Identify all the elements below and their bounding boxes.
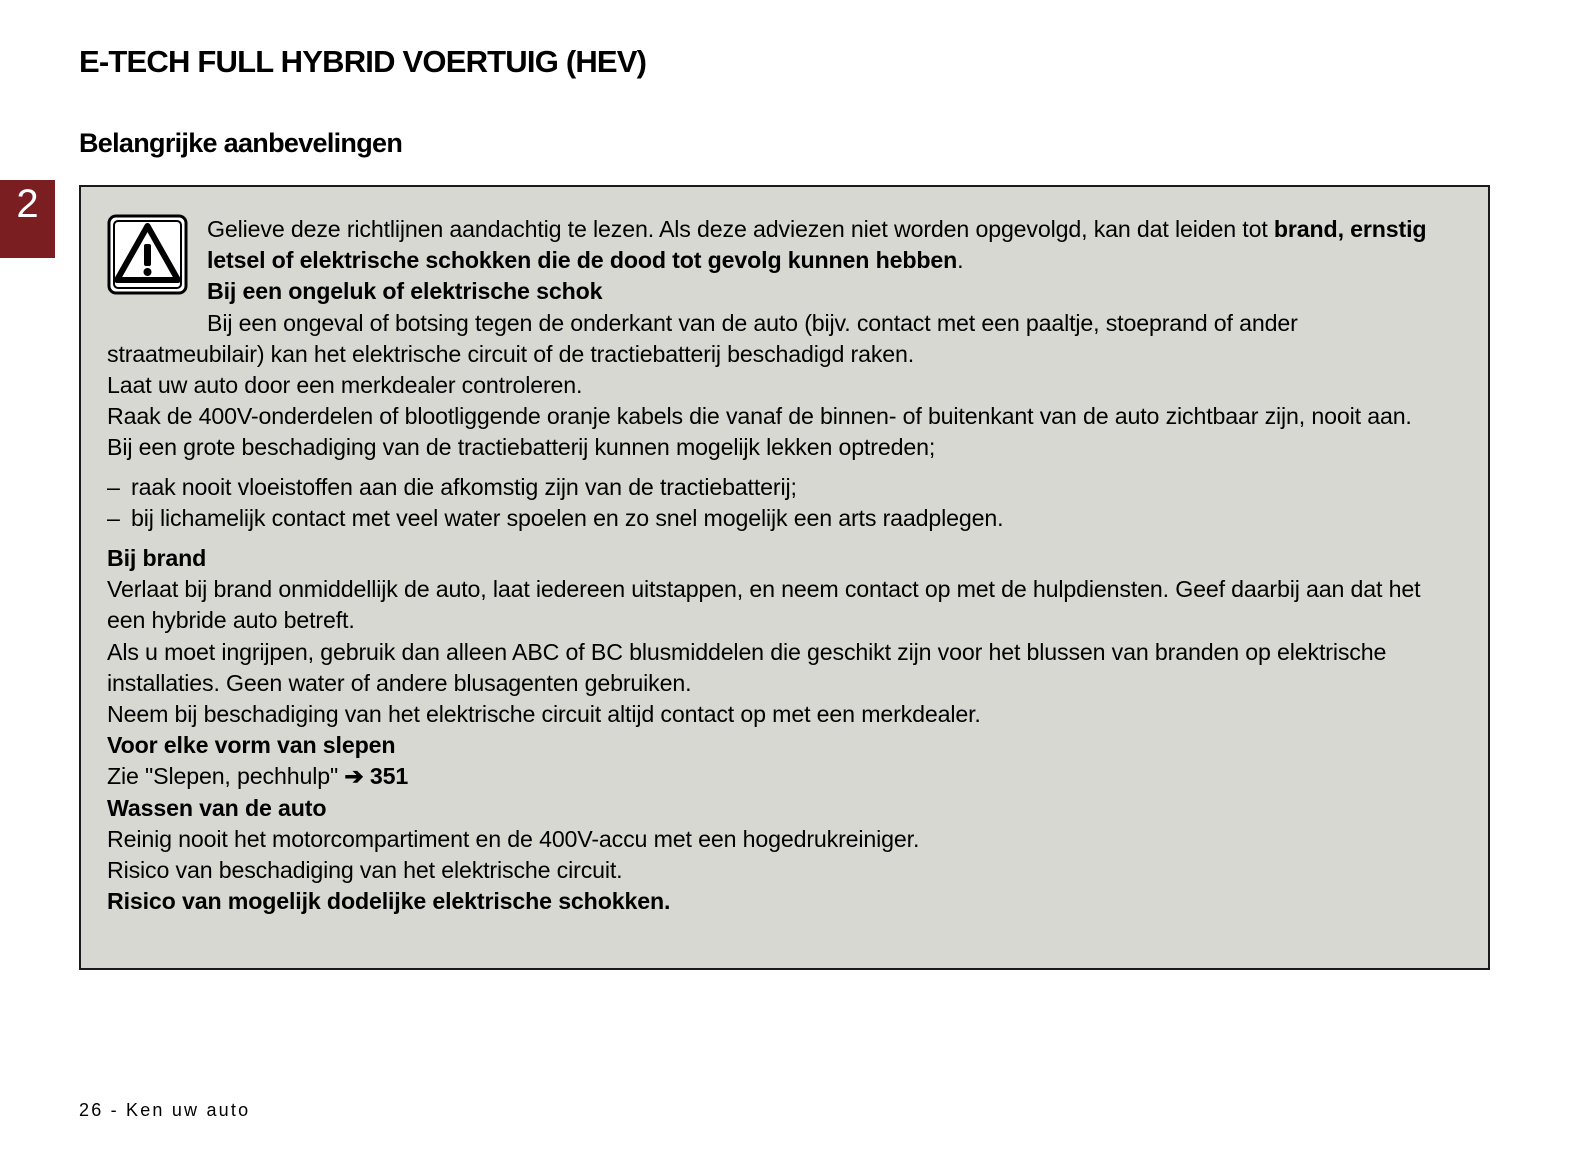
washing-heading: Wassen van de auto (107, 794, 327, 821)
accident-paragraph-4: Bij een grote beschadiging van de tractiebatterij kunnen mogelijk lekken optreden; (107, 434, 936, 461)
page-reference-link[interactable]: 351 (369, 763, 409, 790)
towing-heading: Voor elke vorm van slepen (107, 732, 396, 759)
intro-text: Gelieve deze richtlijnen aandachtig te lezen. Als deze adviezen niet worden opgevolgd, kan dat leiden tot brand, ernstig letsel of elektrische schokken die de dood tot gevolg kunnen hebben. (207, 216, 1427, 274)
accident-paragraph-2: Laat uw auto door een merkdealer controleren. (107, 372, 583, 399)
washing-paragraph-1: Reinig nooit het motorcompartiment en de 400V-accu met een hogedrukreiniger. (107, 825, 920, 852)
arrow-right-icon: ➔ (344, 763, 364, 790)
towing-reference: Zie "Slepen, pechhulp" ➔ 351 (107, 763, 409, 790)
chapter-tab: 2 (0, 180, 55, 258)
fire-heading: Bij brand (107, 545, 207, 572)
washing-paragraph-2: Risico van beschadiging van het elektrische circuit. (107, 857, 623, 884)
accident-bullet-list (107, 472, 1458, 534)
section-title: Belangrijke aanbevelingen (79, 128, 403, 158)
list-item: – raak nooit vloeistoffen aan die afkomstig zijn van de tractiebatterij; (107, 472, 1458, 503)
accident-paragraph-1: Bij een ongeval of botsing tegen de onderkant van de auto (bijv. contact met een paaltje, stoeprand of ander straatmeubilair) kan het elektrische circuit of de tractiebatterij beschadigd raken. (107, 309, 1298, 367)
page-title: E-TECH FULL HYBRID VOERTUIG (HEV) (79, 44, 647, 79)
warning-triangle-icon (107, 214, 188, 295)
warning-box (79, 185, 1490, 970)
fire-paragraph-1: Verlaat bij brand onmiddellijk de auto, laat iedereen uitstappen, en neem contact op met de hulpdiensten. Geef daarbij aan dat het een hybride auto betreft. (107, 576, 1421, 634)
accident-paragraph-3: Raak de 400V-onderdelen of blootliggende oranje kabels die vanaf de binnen- of buitenkant van de auto zichtbaar zijn, nooit aan. (107, 403, 1412, 430)
fire-paragraph-3: Neem bij beschadiging van het elektrische circuit altijd contact op met een merkdealer. (107, 701, 981, 728)
fire-paragraph-2: Als u moet ingrijpen, gebruik dan alleen ABC of BC blusmiddelen die geschikt zijn voor het blussen van branden op elektrische installaties. Geen water of andere blusagenten gebruiken. (107, 638, 1387, 696)
washing-paragraph-3: Risico van mogelijk dodelijke elektrische schokken. (107, 888, 671, 915)
page-footer: 26 - Ken uw auto (79, 1100, 251, 1120)
list-item: – bij lichamelijk contact met veel water spoelen en zo snel mogelijk een arts raadplegen. (107, 503, 1458, 534)
accident-heading: Bij een ongeluk of elektrische schok (207, 278, 603, 305)
